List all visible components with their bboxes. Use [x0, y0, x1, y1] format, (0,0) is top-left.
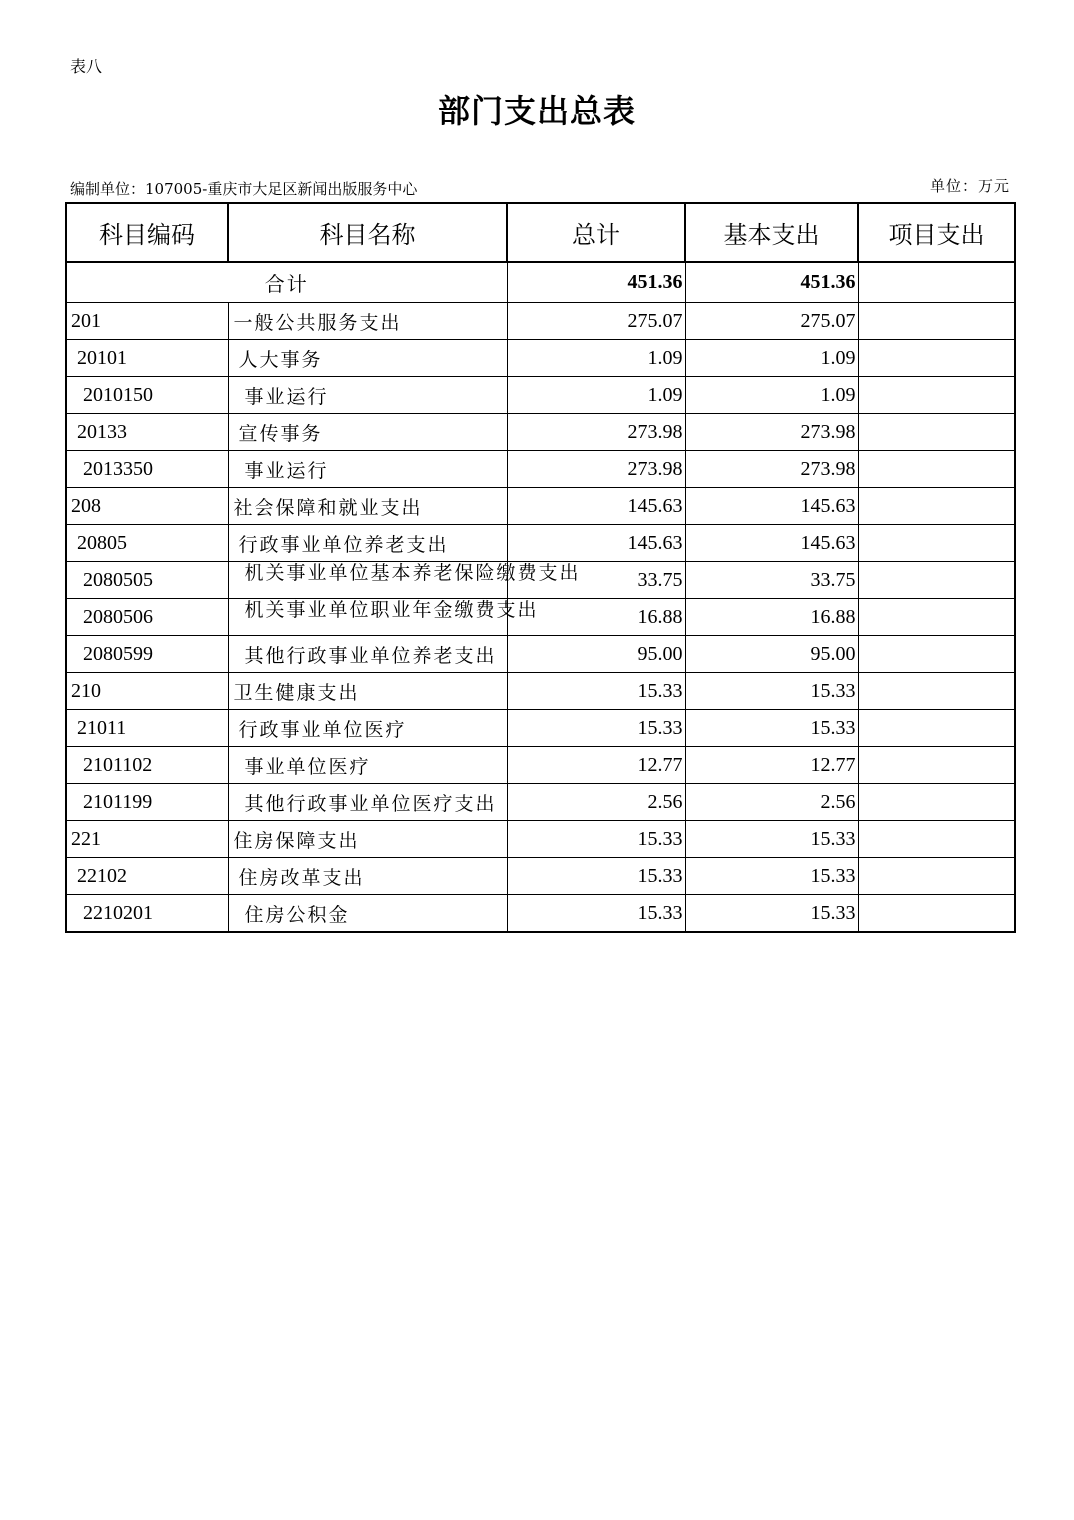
- row-name: 事业运行: [228, 451, 507, 488]
- row-project: [858, 414, 1015, 451]
- row-total: 1.09: [507, 340, 685, 377]
- row-basic: 16.88: [685, 599, 858, 636]
- row-project: [858, 747, 1015, 784]
- row-basic: 1.09: [685, 340, 858, 377]
- row-project: [858, 784, 1015, 821]
- row-basic: 273.98: [685, 414, 858, 451]
- row-basic: 2.56: [685, 784, 858, 821]
- row-total: 16.88: [507, 599, 685, 636]
- row-name: 事业运行: [228, 377, 507, 414]
- row-total: 15.33: [507, 858, 685, 895]
- row-total: 95.00: [507, 636, 685, 673]
- row-name: 人大事务: [228, 340, 507, 377]
- row-basic: 15.33: [685, 858, 858, 895]
- row-project: [858, 562, 1015, 599]
- row-code: 201: [66, 303, 228, 340]
- row-name: [228, 562, 581, 599]
- table-row: [66, 636, 1015, 673]
- table-row: [66, 562, 1015, 599]
- row-name: 卫生健康支出: [228, 673, 507, 710]
- row-name: 一般公共服务支出: [228, 303, 507, 340]
- row-total: 145.63: [507, 488, 685, 525]
- row-total: 15.33: [507, 710, 685, 747]
- row-name: 事业单位医疗: [228, 747, 507, 784]
- row-code: 2010150: [66, 377, 228, 414]
- row-code: 2080506: [66, 599, 228, 636]
- total-label: 合计: [66, 262, 507, 303]
- row-code: 20101: [66, 340, 228, 377]
- total-project: [858, 262, 1015, 303]
- row-project: [858, 340, 1015, 377]
- table-row: [66, 710, 1015, 747]
- total-basic: 451.36: [685, 262, 858, 303]
- table-row: [66, 303, 1015, 340]
- row-code: 2080505: [66, 562, 228, 599]
- row-name: 其他行政事业单位医疗支出: [228, 784, 507, 821]
- col-header-total: 总计: [507, 203, 685, 262]
- row-name: 其他行政事业单位养老支出: [228, 636, 507, 673]
- row-name: [228, 599, 539, 636]
- row-basic: 275.07: [685, 303, 858, 340]
- row-name: 行政事业单位医疗: [228, 710, 507, 747]
- row-basic: 15.33: [685, 673, 858, 710]
- row-basic: 273.98: [685, 451, 858, 488]
- table-row: [66, 525, 1015, 562]
- row-total: 15.33: [507, 895, 685, 933]
- row-basic: 1.09: [685, 377, 858, 414]
- table-row: [66, 340, 1015, 377]
- row-name: 住房保障支出: [228, 821, 507, 858]
- table-label: 表八: [70, 57, 103, 76]
- row-code: 20133: [66, 414, 228, 451]
- row-code: 21011: [66, 710, 228, 747]
- table-row: [66, 451, 1015, 488]
- row-name: 住房改革支出: [228, 858, 507, 895]
- row-basic: 95.00: [685, 636, 858, 673]
- table-row: [66, 414, 1015, 451]
- table-row: [66, 488, 1015, 525]
- col-header-code: 科目编码: [66, 203, 228, 262]
- total-row: [66, 262, 1015, 303]
- unit-info: 单位：万元: [929, 177, 1010, 195]
- total-total: 451.36: [507, 262, 685, 303]
- row-total: 145.63: [507, 525, 685, 562]
- row-basic: 12.77: [685, 747, 858, 784]
- row-name: 住房公积金: [228, 895, 507, 933]
- row-name: 行政事业单位养老支出: [228, 525, 507, 562]
- row-total: 1.09: [507, 377, 685, 414]
- row-project: [858, 821, 1015, 858]
- row-code: 208: [66, 488, 228, 525]
- row-name: 宣传事务: [228, 414, 507, 451]
- row-project: [858, 377, 1015, 414]
- row-total: 2.56: [507, 784, 685, 821]
- page-title: 部门支出总表: [437, 92, 636, 130]
- row-basic: 145.63: [685, 488, 858, 525]
- row-name-text: 机关事业单位职业年金缴费支出: [244, 599, 539, 621]
- row-code: 221: [66, 821, 228, 858]
- row-total: 33.75: [507, 562, 685, 599]
- row-project: [858, 488, 1015, 525]
- row-total: 12.77: [507, 747, 685, 784]
- table-header-row: [66, 203, 1015, 262]
- expenditure-table: [65, 202, 1016, 933]
- row-code: 2013350: [66, 451, 228, 488]
- row-project: [858, 858, 1015, 895]
- row-project: [858, 710, 1015, 747]
- table-row: [66, 858, 1015, 895]
- row-name-text: 机关事业单位基本养老保险缴费支出: [244, 562, 581, 584]
- row-code: 210: [66, 673, 228, 710]
- row-name: 社会保障和就业支出: [228, 488, 507, 525]
- row-project: [858, 525, 1015, 562]
- table-row: [66, 747, 1015, 784]
- row-project: [858, 636, 1015, 673]
- table-row: [66, 377, 1015, 414]
- row-project: [858, 303, 1015, 340]
- table-row: [66, 895, 1015, 933]
- row-project: [858, 895, 1015, 933]
- row-basic: 33.75: [685, 562, 858, 599]
- row-project: [858, 451, 1015, 488]
- row-total: 15.33: [507, 673, 685, 710]
- row-total: 15.33: [507, 821, 685, 858]
- row-code: 2080599: [66, 636, 228, 673]
- table-row: [66, 821, 1015, 858]
- row-code: 20805: [66, 525, 228, 562]
- row-code: 2101199: [66, 784, 228, 821]
- row-basic: 145.63: [685, 525, 858, 562]
- row-basic: 15.33: [685, 710, 858, 747]
- table-row: [66, 673, 1015, 710]
- row-basic: 15.33: [685, 895, 858, 933]
- col-header-project: 项目支出: [858, 203, 1015, 262]
- table-row: [66, 784, 1015, 821]
- row-basic: 15.33: [685, 821, 858, 858]
- row-code: 2101102: [66, 747, 228, 784]
- table-row: [66, 599, 1015, 636]
- row-code: 2210201: [66, 895, 228, 933]
- row-total: 273.98: [507, 451, 685, 488]
- row-total: 273.98: [507, 414, 685, 451]
- col-header-basic: 基本支出: [685, 203, 858, 262]
- org-info: 编制单位：107005-重庆市大足区新闻出版服务中心: [70, 180, 418, 198]
- row-project: [858, 599, 1015, 636]
- col-header-name: 科目名称: [228, 203, 507, 262]
- row-total: 275.07: [507, 303, 685, 340]
- row-project: [858, 673, 1015, 710]
- row-code: 22102: [66, 858, 228, 895]
